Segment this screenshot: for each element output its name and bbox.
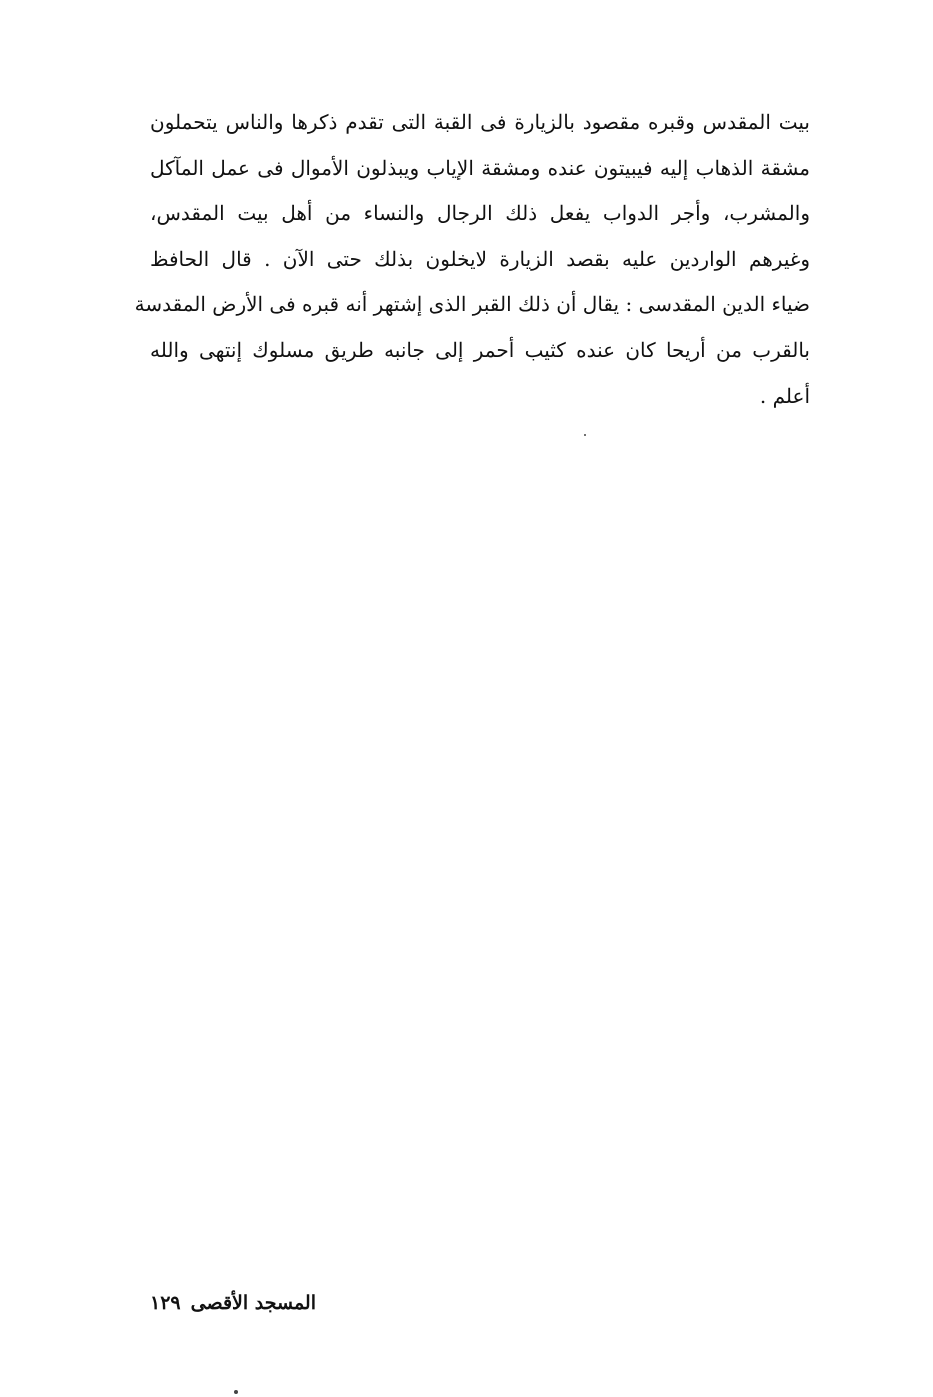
scan-speck <box>234 1390 238 1394</box>
scan-speck <box>584 434 586 436</box>
text-line-5: ضياء الدين المقدسى : يقال أن ذلك القبر الذى إشتهر أنه قبره فى الأرض المقدسة <box>134 292 810 317</box>
text-line-7: أعلم . <box>759 383 810 408</box>
text-line-4: وغيرهم الواردين عليه بقصد الزيارة لايخلون بذلك حتى الآن . قال الحافظ <box>150 246 810 271</box>
text-line-1: بيت المقدس وقبره مقصود بالزيارة فى القبة التى تقدم ذكرها والناس يتحملون <box>150 110 810 134</box>
page-footer <box>150 1292 316 1314</box>
body-paragraph <box>134 100 810 419</box>
page-number: ١٢٩ <box>150 1292 181 1314</box>
running-title: المسجد الأقصى <box>190 1292 316 1314</box>
text-line-3: والمشرب، وأجر الدواب يفعل ذلك الرجال والنساء من أهل بيت المقدس، <box>150 201 810 226</box>
text-line-6: بالقرب من أريحا كان عنده كثيب أحمر إلى جانبه طريق مسلوك إنتهى والله <box>150 337 810 362</box>
text-line-2: مشقة الذهاب إليه فيبيتون عنده ومشقة الإياب ويبذلون الأموال فى عمل المآكل <box>150 155 810 180</box>
